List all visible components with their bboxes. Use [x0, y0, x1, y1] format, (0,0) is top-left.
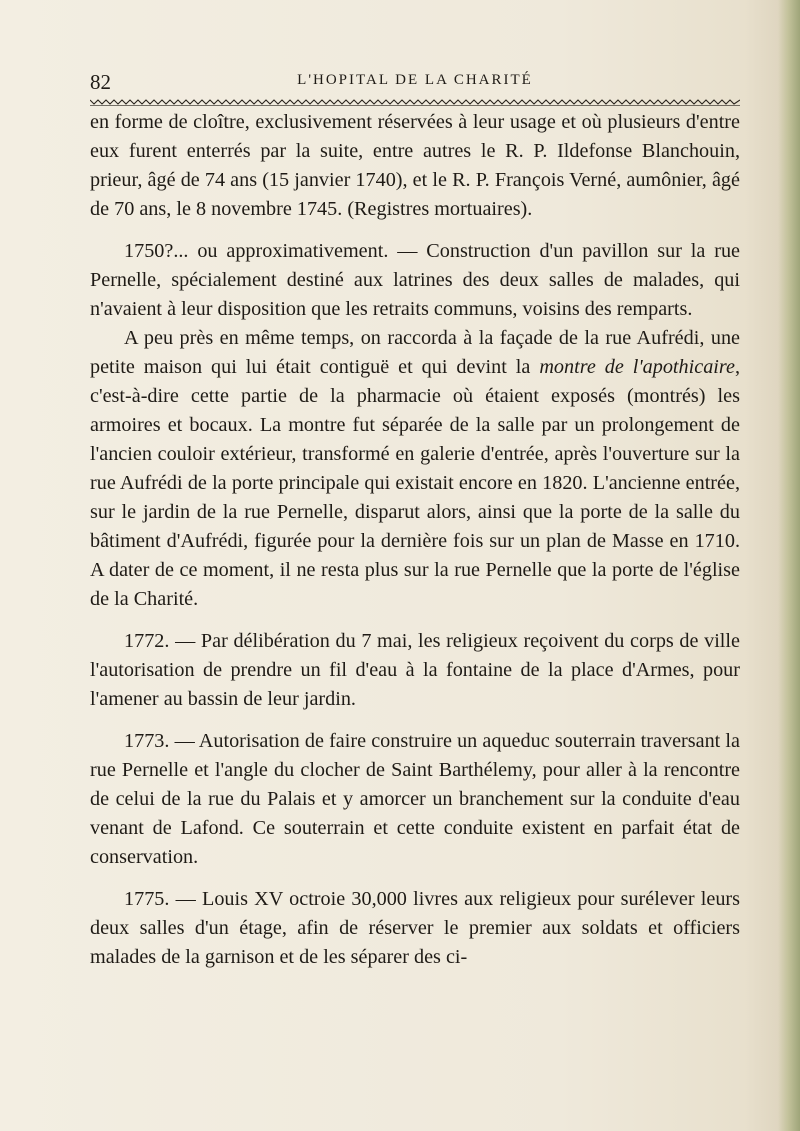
page-edge-discoloration: [778, 0, 800, 1131]
italic-term: montre de l'apothicaire: [539, 356, 735, 378]
paragraph-5: 1773. — Autorisation de faire construire un aqueduc souterrain traversant la rue Pernelle et l'angle du clocher de Saint Barthélemy, pour aller à la rencontre de celui de la rue du Palais et y amorcer un branchement sur la conduite d'eau venant de Lafond. Ce souterrain et cette conduite existent en parfait état de conservation.: [90, 730, 740, 868]
paragraph-6: 1775. — Louis XV octroie 30,000 livres aux religieux pour surélever leurs deux salles d'un étage, afin de réserver le premier aux soldats et officiers malades de la garnison et de les séparer des ci-: [90, 888, 740, 968]
paragraph-3: [90, 324, 740, 614]
body-text: [90, 108, 740, 972]
page-number: 82: [90, 70, 111, 94]
paragraph-4: 1772. — Par délibération du 7 mai, les religieux reçoivent du corps de ville l'autorisation de prendre un fil d'eau à la fontaine de la place d'Armes, pour l'amener au bassin de leur jardin.: [90, 630, 740, 710]
running-title: L'HOPITAL DE LA CHARITÉ: [297, 72, 533, 88]
paragraph-3-start: A peu près en même temps, on raccorda à la façade de la rue Aufrédi, une petite maison qui lui était contiguë et qui devint la: [90, 327, 740, 378]
paragraph-2: 1750?... ou approximativement. — Construction d'un pavillon sur la rue Pernelle, spécialement destiné aux latrines des deux salles de malades, qui n'avaient à leur disposition que les retraits communs, voisins des remparts.: [90, 240, 740, 320]
paragraph-1: en forme de cloître, exclusivement réservées à leur usage et où plusieurs d'entre eux furent enterrés par la suite, entre autres le R. P. Ildefonse Blanchouin, prieur, âgé de 74 ans (15 janvier 1740), et le R. P. François Verné, aumônier, âgé de 70 ans, le 8 novembre 1745. (Registres mortuaires).: [90, 111, 740, 220]
page-header: [90, 66, 740, 96]
paragraph-3-rest: , c'est-à-dire cette partie de la pharmacie où étaient exposés (montrés) les armoires et bocaux. La montre fut séparée de la salle par un prolongement de l'ancien couloir extérieur, transformé en galerie d'entrée, après l'ouverture sur la rue Aufrédi de la porte principale qui existait encore en 1820. L'ancienne entrée, sur le jardin de la rue Pernelle, disparut alors, ainsi que la porte de la salle du bâtiment d'Aufrédi, figurée pour la dernière fois sur un plan de Masse en 1710. A dater de ce moment, il ne resta plus sur la rue Pernelle que la porte de l'église de la Charité.: [90, 356, 741, 610]
header-rule: [90, 98, 740, 106]
